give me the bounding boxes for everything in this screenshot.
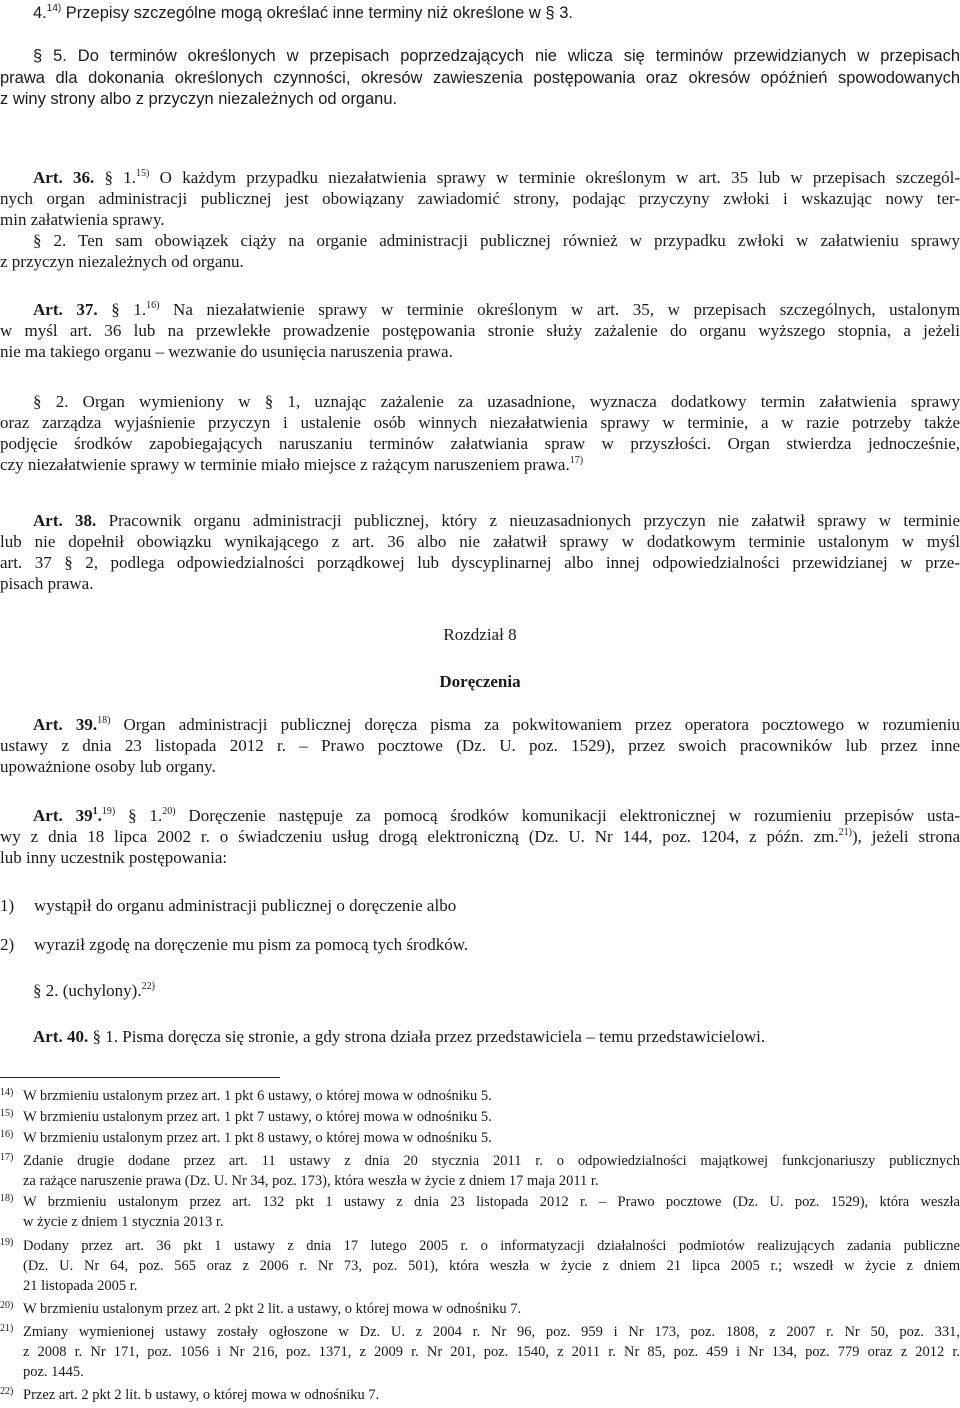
footnote-ref: 21) <box>838 827 852 838</box>
list-number: 2) <box>0 935 15 954</box>
text-line: nych organ administracji publicznej jest obowiązany zawiadomić strony, podając przyczyny zwłoki i wskazując nowy ter- <box>0 189 960 208</box>
chapter-title-text: Doręczenia <box>439 672 521 691</box>
footnote <box>0 1322 960 1382</box>
footnote-ref: 15) <box>136 168 150 179</box>
text-line: z winy strony albo z przyczyn niezależnych od organu. <box>0 90 398 108</box>
chapter-title <box>0 671 960 692</box>
article-39-1 <box>0 805 960 868</box>
footnote <box>0 1299 960 1319</box>
text-line: min załatwienia sprawy. <box>0 210 165 229</box>
footnote-ref: 14) <box>46 3 62 14</box>
text-line: wy z dnia 18 lipca 2002 r. o świadczeniu usług drogą elektroniczną (Dz. U. Nr 144, poz. 1204, z późn. zm. <box>0 827 839 846</box>
text-line: z przyczyn niezależnych od organu. <box>0 252 244 271</box>
text-line: Organ administracji publicznej doręcza pisma za pokwitowaniem przez operatora pocztowego w rozumieniu <box>110 715 960 734</box>
text-line: § 2. Organ wymieniony w § 1, uznając zażalenie za uzasadnione, wyznacza dodatkowy termin załatwienia sprawy <box>33 392 960 411</box>
footnote-divider <box>0 1077 280 1078</box>
footnote-mark: 14) <box>0 1087 14 1098</box>
text-line: oraz zarządza wyjaśnienie przyczyn i ustalenie osób winnych niezałatwienia sprawy w terminie, a w razie potrzeby także <box>0 413 960 432</box>
footnote-ref: 18) <box>97 715 111 726</box>
article-number: Art. 39. <box>33 715 98 734</box>
footnote-mark: 20) <box>0 1300 14 1311</box>
text-line: Doręczenie następuje za pomocą środków komunikacji elektronicznej w rozumieniu przepisów usta- <box>175 806 960 825</box>
text-line: lub inny uczestnik postępowania: <box>0 848 228 867</box>
paragraph-4 <box>0 3 960 25</box>
footnote-text: w życie z dniem 1 stycznia 2013 r. <box>23 1214 224 1230</box>
article-39-1-section-2 <box>0 980 960 1001</box>
article-36-section-2 <box>0 230 960 272</box>
text-line: Na niezałatwienie sprawy w terminie określonym w art. 35, w przepisach szczególnych, ustalonym <box>159 300 960 319</box>
text-line: podjęcie środków zapobiegających naruszaniu terminów załatwiania spraw w przyszłości. Organ stwierdza jednocześnie, <box>0 434 960 453</box>
article-39 <box>0 714 960 777</box>
chapter-number: Rozdział 8 <box>443 625 517 644</box>
article-38 <box>0 510 960 594</box>
paragraph-5 <box>0 46 960 111</box>
list-text: wystąpił do organu administracji publicznej o doręczenie albo <box>34 896 457 915</box>
footnote-ref: 19) <box>101 806 116 817</box>
footnote <box>0 1151 960 1191</box>
footnote-text: W brzmieniu ustalonym przez art. 132 pkt 1 ustawy z dnia 23 listopada 2012 r. – Prawo pocztowe (Dz. U. poz. 1529), która weszła <box>23 1194 960 1210</box>
footnote-text: (Dz. U. Nr 64, poz. 565 oraz z 2006 r. Nr 73, poz. 501), która weszła w życie z dniem 21 lipca 2005 r.; wszedł w życie z dniem <box>23 1258 960 1274</box>
footnote <box>0 1385 960 1405</box>
list-item <box>0 895 960 916</box>
text-line: prawa dla dokonania określonych czynności, okresów zawieszenia postępowania oraz okresów opóźnień spowodowanych <box>0 68 960 87</box>
section-number: § 1. <box>94 168 137 187</box>
footnote-ref: 16) <box>146 300 160 311</box>
article-number: Art. 38. <box>33 511 97 530</box>
article-37 <box>0 299 960 362</box>
footnote-text: z 2008 r. Nr 171, poz. 1056 i Nr 216, poz. 1371, z 2009 r. Nr 201, poz. 1540, z 2011 r. Nr 85, poz. 459 i Nr 134, poz. 779 oraz z 2012 r. <box>23 1344 960 1360</box>
text-line: w myśl art. 36 lub na przewlekłe prowadzenie postępowania stronie służy zażalenie do organu wyższego stopnia, a jeżeli <box>0 321 960 340</box>
footnote <box>0 1107 960 1127</box>
footnote-ref: 20) <box>162 806 176 817</box>
text-line: czy niezałatwienie sprawy w terminie miało miejsce z rażącym naruszeniem prawa. <box>0 455 570 474</box>
list-text: wyraził zgodę na doręczenie mu pism za pomocą tych środków. <box>34 935 469 954</box>
footnote-text: Przez art. 2 pkt 2 lit. b ustawy, o której mowa w odnośniku 7. <box>23 1387 380 1403</box>
article-superscript: 1 <box>92 806 98 817</box>
text-line: nie ma takiego organu – wezwanie do usunięcia naruszenia prawa. <box>0 342 453 361</box>
footnote-mark: 19) <box>0 1237 14 1248</box>
footnote-text: poz. 1445. <box>23 1364 84 1380</box>
text-line: § 2. Ten sam obowiązek ciąży na organie administracji publicznej również w przypadku zwłoki w załatwieniu sprawy <box>33 231 960 250</box>
text-line: upoważnione osoby lub organy. <box>0 757 216 776</box>
text-line: § 2. (uchylony). <box>33 981 142 1000</box>
footnote-ref: 17) <box>569 455 584 466</box>
footnote-mark: 16) <box>0 1129 14 1140</box>
text-line: Pracownik organu administracji publicznej, który z nieuzasadnionych przyczyn nie załatwił sprawy w terminie <box>96 511 960 530</box>
footnote-text: Dodany przez art. 36 pkt 1 ustawy z dnia 17 lutego 2005 r. o informatyzacji działalności podmiotów realizujących zadania publiczne <box>23 1238 960 1254</box>
article-number-text: Art. 39 <box>33 806 93 825</box>
text-line: § 1. Pisma doręcza się stronie, a gdy strona działa przez przedstawiciela – temu przedstawicielowi. <box>88 1027 766 1046</box>
footnote-mark: 17) <box>0 1152 14 1163</box>
paragraph-number: 4. <box>33 4 47 22</box>
footnote-mark: 18) <box>0 1193 14 1204</box>
footnote-text: W brzmieniu ustalonym przez art. 2 pkt 2 lit. a ustawy, o której mowa w odnośniku 7. <box>23 1301 522 1317</box>
article-number: Art. 40. <box>33 1027 89 1046</box>
footnote <box>0 1192 960 1232</box>
footnote-text: W brzmieniu ustalonym przez art. 1 pkt 6 ustawy, o której mowa w odnośniku 5. <box>23 1088 492 1104</box>
article-number <box>33 806 102 825</box>
footnote-text: Zdanie drugie dodane przez art. 11 ustawy z dnia 20 stycznia 2011 r. o odpowiedzialności majątkowej funkcjonariuszy publicznych <box>23 1153 960 1169</box>
footnote-mark: 21) <box>0 1323 14 1334</box>
footnote-text: W brzmieniu ustalonym przez art. 1 pkt 7 ustawy, o której mowa w odnośniku 5. <box>23 1109 492 1125</box>
text-line: ), jeżeli strona <box>851 827 960 846</box>
footnote-mark: 15) <box>0 1108 14 1119</box>
article-37-section-2 <box>0 391 960 475</box>
text-line: pisach prawa. <box>0 574 94 593</box>
text-line: ustawy z dnia 23 listopada 2012 r. – Prawo pocztowe (Dz. U. poz. 1529), przez swoich pracowników lub przez inne <box>0 736 960 755</box>
footnote <box>0 1236 960 1296</box>
footnote-text: W brzmieniu ustalonym przez art. 1 pkt 8 ustawy, o której mowa w odnośniku 5. <box>23 1130 492 1146</box>
footnote-text: Zmiany wymienionej ustawy zostały ogłoszone w Dz. U. z 2004 r. Nr 96, poz. 959 i Nr 173, poz. 1808, z 2007 r. Nr 50, poz. 331, <box>23 1324 960 1340</box>
text-line: O każdym przypadku niezałatwienia sprawy w terminie określonym w art. 35 lub w przepisach szczegól- <box>149 168 960 187</box>
article-number: Art. 36. <box>33 168 95 187</box>
footnote-text: za rażące naruszenie prawa (Dz. U. Nr 34, poz. 173), która weszła w życie z dniem 17 maja 2011 r. <box>23 1173 599 1189</box>
footnote-text: 21 listopada 2005 r. <box>23 1278 138 1294</box>
article-40 <box>0 1026 960 1047</box>
text-line: § 5. Do terminów określonych w przepisach poprzedzających nie wlicza się terminów przewidzianych w przepisach <box>33 47 960 65</box>
footnote <box>0 1128 960 1148</box>
section-number: § 1. <box>97 300 147 319</box>
article-number: Art. 37. <box>33 300 98 319</box>
paragraph-text: Przepisy szczególne mogą określać inne terminy niż określone w § 3. <box>61 4 573 22</box>
text-line: lub nie dopełnił obowiązku wynikającego z art. 36 albo nie załatwił sprawy w dodatkowym terminie ustalonym w myśl <box>0 532 960 551</box>
article-dot: . <box>97 806 102 825</box>
section-number: § 1. <box>115 806 163 825</box>
footnote-ref: 22) <box>141 981 155 992</box>
footnote <box>0 1086 960 1106</box>
list-number: 1) <box>0 896 15 915</box>
footnote-mark: 22) <box>0 1386 14 1397</box>
list-item <box>0 934 960 955</box>
article-36 <box>0 167 960 230</box>
text-line: art. 37 § 2, podlega odpowiedzialności porządkowej lub dyscyplinarnej albo innej odpowiedzialności przewidzianej w prze- <box>0 553 960 572</box>
